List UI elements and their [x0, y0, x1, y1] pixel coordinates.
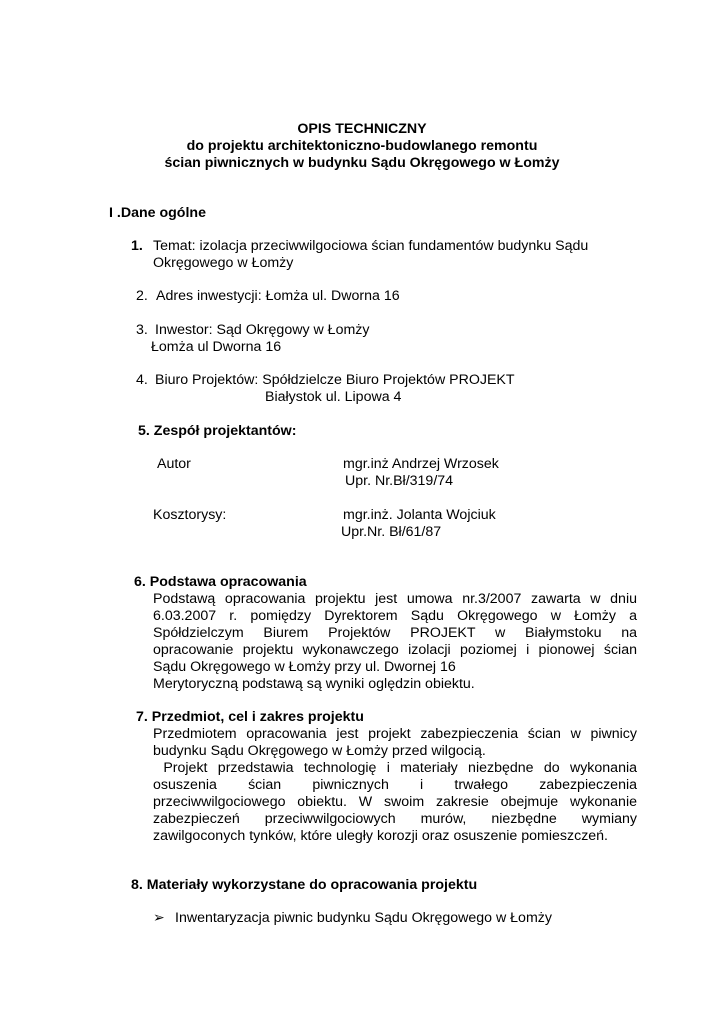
- item-3-number: 3.: [136, 322, 148, 338]
- cost-estimator-label: Kosztorysy:: [153, 507, 227, 523]
- item-7-paragraph-line: zabezpieczeń przeciwwilgociowych murów, niezbędne wymiany: [153, 811, 637, 827]
- item-8-bullet-text: Inwentaryzacja piwnic budynku Sądu Okręgowego w Łomży: [175, 910, 552, 926]
- cost-estimator-name: mgr.inż. Jolanta Wojciuk: [343, 507, 496, 523]
- item-7-paragraph-line: budynku Sądu Okręgowego w Łomży przed wilgocią.: [153, 743, 486, 759]
- arrow-bullet-icon: ➢: [153, 910, 165, 926]
- cost-estimator-license: Upr.Nr. Bł/61/87: [341, 524, 442, 540]
- item-4-number: 4.: [136, 372, 148, 388]
- item-7-paragraph-line: osuszenia ścian piwnicznych i trwałego zabezpieczenia: [153, 777, 637, 793]
- item-6-paragraph-line: Merytoryczną podstawą są wyniki oględzin obiektu.: [153, 676, 475, 692]
- item-7-paragraph-line: Przedmiotem opracowania jest projekt zabezpieczenia ścian w piwnicy: [153, 726, 637, 742]
- item-3-text: Inwestor: Sąd Okręgowy w Łomży: [155, 322, 370, 338]
- item-7-paragraph-line: Projekt przedstawia technologię i materiały niezbędne do wykonania: [153, 760, 637, 776]
- item-4-text-cont: Białystok ul. Lipowa 4: [265, 389, 402, 405]
- item-1-text-cont: Okręgowego w Łomży: [153, 255, 294, 271]
- item-8-heading: 8. Materiały wykorzystane do opracowania projektu: [131, 877, 478, 893]
- page-title: OPIS TECHNICZNY: [297, 121, 427, 137]
- item-7-paragraph-line: zawilgoconych tynków, które uległy korozji oraz osuszenie pomieszczeń.: [153, 828, 609, 844]
- item-6-paragraph-line: Sądu Okręgowego w Łomży przy ul. Dwornej 16: [153, 659, 456, 675]
- item-5-heading: 5. Zespół projektantów:: [138, 423, 297, 439]
- page-subtitle-2: ścian piwnicznych w budynku Sądu Okręgowego w Łomży: [164, 155, 560, 171]
- item-6-paragraph-line: 6.03.2007 r. pomiędzy Dyrektorem Sądu Okręgowego w Łomży a: [153, 608, 637, 624]
- author-license: Upr. Nr.Bł/319/74: [345, 473, 454, 489]
- item-3-text-cont: Łomża ul Dworna 16: [151, 339, 282, 355]
- author-label: Autor: [157, 456, 191, 472]
- item-7-paragraph-line: przeciwwilgociowego obiektu. W swoim zakresie obejmuje wykonanie: [153, 794, 637, 810]
- item-4-text: Biuro Projektów: Spółdzielcze Biuro Projektów PROJEKT: [155, 372, 515, 388]
- item-6-paragraph-line: opracowanie projektu wykonawczego izolacji poziomej i pionowej ścian: [153, 642, 637, 658]
- item-6-heading: 6. Podstawa opracowania: [134, 574, 307, 590]
- item-2-text: Adres inwestycji: Łomża ul. Dworna 16: [156, 288, 400, 304]
- item-2-number: 2.: [136, 288, 148, 304]
- item-1-text: Temat: izolacja przeciwwilgociowa ścian fundamentów budynku Sądu: [153, 238, 589, 254]
- author-name: mgr.inż Andrzej Wrzosek: [343, 456, 499, 472]
- page-subtitle-1: do projektu architektoniczno-budowlanego remontu: [186, 138, 538, 154]
- section-heading: I .Dane ogólne: [109, 205, 206, 221]
- item-6-paragraph-line: Spółdzielczym Biurem Projektów PROJEKT w Białymstoku na: [153, 625, 637, 641]
- item-6-paragraph-line: Podstawą opracowania projektu jest umowa nr.3/2007 zawarta w dniu: [153, 591, 637, 607]
- item-7-heading: 7. Przedmiot, cel i zakres projektu: [136, 709, 364, 725]
- item-1-number: 1.: [131, 238, 143, 254]
